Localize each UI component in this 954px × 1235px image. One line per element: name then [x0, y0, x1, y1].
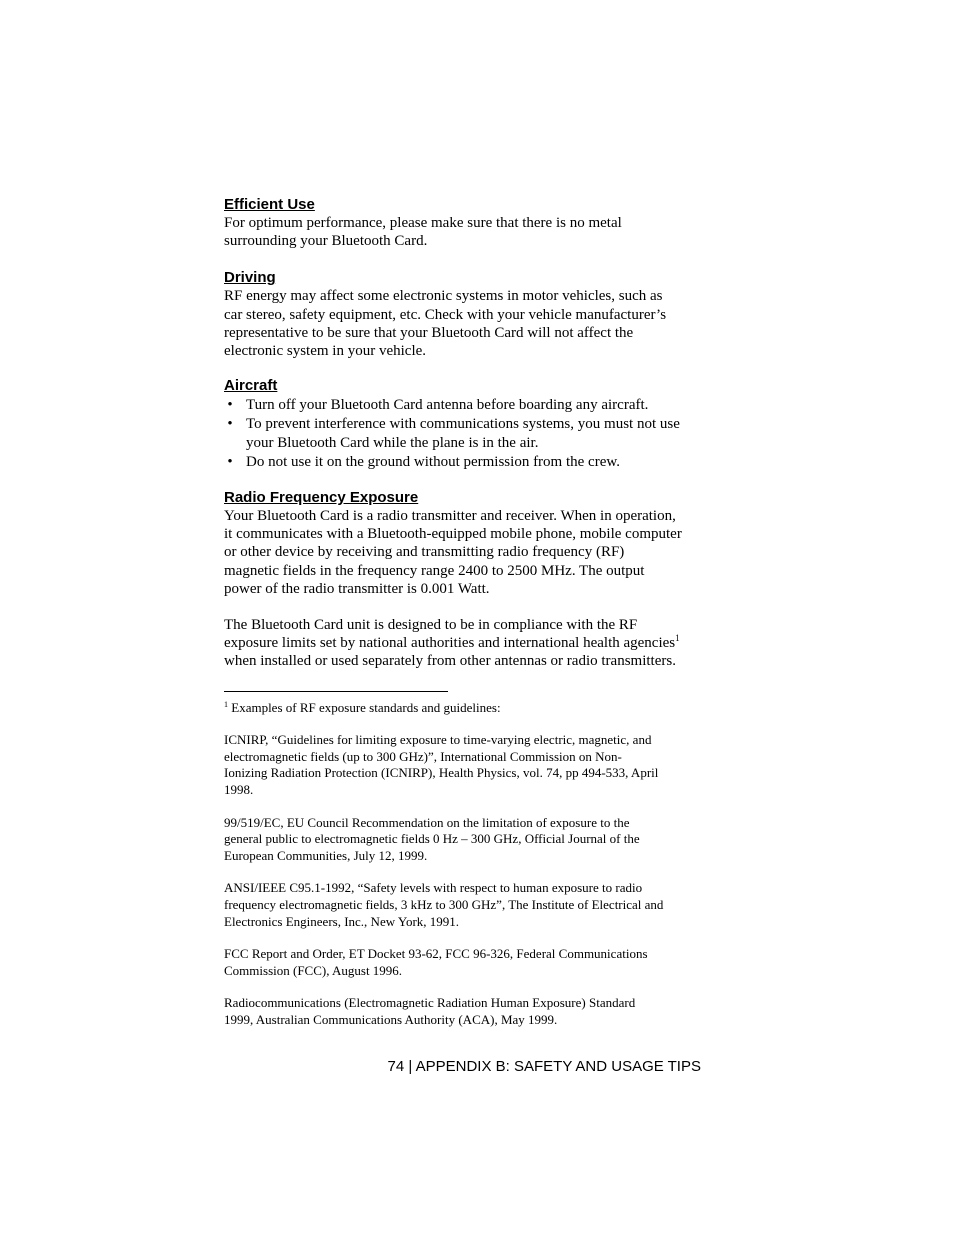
text-line: magnetic fields in the frequency range 2400 to 2500 MHz. The output	[224, 562, 645, 579]
footnote-divider	[224, 691, 448, 692]
section-body	[224, 616, 704, 671]
text-line: RF energy may affect some electronic systems in motor vehicles, such as	[224, 288, 663, 305]
text-line: To prevent interference with communications systems, you must not use	[246, 416, 680, 433]
text-line: ICNIRP, “Guidelines for limiting exposure to time-varying electric, magnetic, and	[224, 732, 652, 748]
text-line: Ionizing Radiation Protection (ICNIRP), Health Physics, vol. 74, pp 494-533, April	[224, 765, 659, 781]
text-line: representative to be sure that your Bluetooth Card will not affect the	[224, 324, 634, 341]
footnote-intro-text: Examples of RF exposure standards and guidelines:	[228, 699, 501, 715]
list-item	[224, 415, 704, 451]
text-line: electromagnetic fields (up to 300 GHz)”, International Commission on Non-	[224, 748, 622, 764]
text-line: Commission (FCC), August 1996.	[224, 962, 403, 978]
text-line: Radiocommunications (Electromagnetic Radiation Human Exposure) Standard	[224, 995, 636, 1011]
footnote-reference-entry	[224, 995, 704, 1028]
list-item	[224, 396, 704, 414]
text-line: Electronics Engineers, Inc., New York, 1991.	[224, 913, 460, 929]
list-item	[224, 453, 704, 471]
footnote-reference-entry	[224, 880, 704, 930]
text-line: For optimum performance, please make sure that there is no metal	[224, 215, 622, 231]
section-body	[224, 214, 704, 250]
footnote-reference-entry	[224, 815, 704, 865]
text-line: or other device by receiving and transmitting radio frequency (RF)	[224, 544, 625, 561]
footnote-intro	[224, 700, 704, 717]
page-content	[224, 196, 704, 1029]
section-driving	[224, 269, 704, 360]
paragraph-gap	[224, 979, 704, 995]
section-radio-frequency-exposure	[224, 489, 704, 671]
section-aircraft	[224, 377, 704, 471]
text-line: general public to electromagnetic fields 0 Hz – 300 GHz, Official Journal of the	[224, 831, 640, 847]
text-line: when installed or used separately from other antennas or radio transmitters.	[224, 653, 676, 670]
footnote-marker: 1	[224, 699, 228, 709]
footnotes	[224, 700, 704, 1029]
text-line: FCC Report and Order, ET Docket 93-62, FCC 96-326, Federal Communications	[224, 946, 648, 962]
section-heading: Efficient Use	[224, 196, 315, 213]
text-line: electronic system in your vehicle.	[224, 343, 427, 360]
section-heading: Radio Frequency Exposure	[224, 489, 419, 507]
text-line: it communicates with a Bluetooth-equipped mobile phone, mobile computer	[224, 526, 682, 543]
text-line: The Bluetooth Card unit is designed to be in compliance with the RF	[224, 617, 638, 634]
text-line: Turn off your Bluetooth Card antenna before boarding any aircraft.	[246, 397, 649, 414]
text-line: car stereo, safety equipment, etc. Check with your vehicle manufacturer’s	[224, 306, 667, 323]
text-line: 99/519/EC, EU Council Recommendation on the limitation of exposure to the	[224, 814, 630, 830]
bullet-list	[224, 396, 704, 471]
paragraph-gap	[224, 930, 704, 946]
text-line: 1999, Australian Communications Authority (ACA), May 1999.	[224, 1011, 558, 1027]
text-line: exposure limits set by national authorities and international health agencies	[224, 635, 676, 652]
footnote-reference[interactable]: 1	[675, 633, 680, 644]
section-heading: Driving	[224, 269, 276, 287]
footnote-reference-entry	[224, 946, 704, 979]
text-line: your Bluetooth Card while the plane is in the air.	[246, 434, 539, 451]
bullet-icon: •	[227, 416, 233, 433]
section-body	[224, 507, 704, 598]
text-line: ANSI/IEEE C95.1-1992, “Safety levels with respect to human exposure to radio	[224, 880, 643, 896]
text-line: Do not use it on the ground without permission from the crew.	[246, 453, 620, 470]
paragraph-gap	[224, 598, 704, 616]
paragraph-gap	[224, 716, 704, 732]
text-line: Your Bluetooth Card is a radio transmitter and receiver. When in operation,	[224, 508, 676, 525]
section-efficient-use	[224, 196, 704, 250]
section-body	[224, 287, 704, 360]
paragraph-gap	[224, 799, 704, 815]
section-heading: Aircraft	[224, 377, 278, 395]
page-footer: 74 | APPENDIX B: SAFETY AND USAGE TIPS	[387, 1058, 701, 1075]
text-line: power of the radio transmitter is 0.001 Watt.	[224, 580, 490, 597]
paragraph-gap	[224, 864, 704, 880]
footnote-reference-entry	[224, 732, 704, 798]
text-line: surrounding your Bluetooth Card.	[224, 233, 428, 250]
bullet-icon: •	[227, 397, 233, 414]
text-line: frequency electromagnetic fields, 3 kHz to 300 GHz”, The Institute of Electrical and	[224, 897, 664, 912]
bullet-icon: •	[227, 453, 233, 470]
text-line: European Communities, July 12, 1999.	[224, 847, 428, 863]
text-line: 1998.	[224, 782, 254, 798]
